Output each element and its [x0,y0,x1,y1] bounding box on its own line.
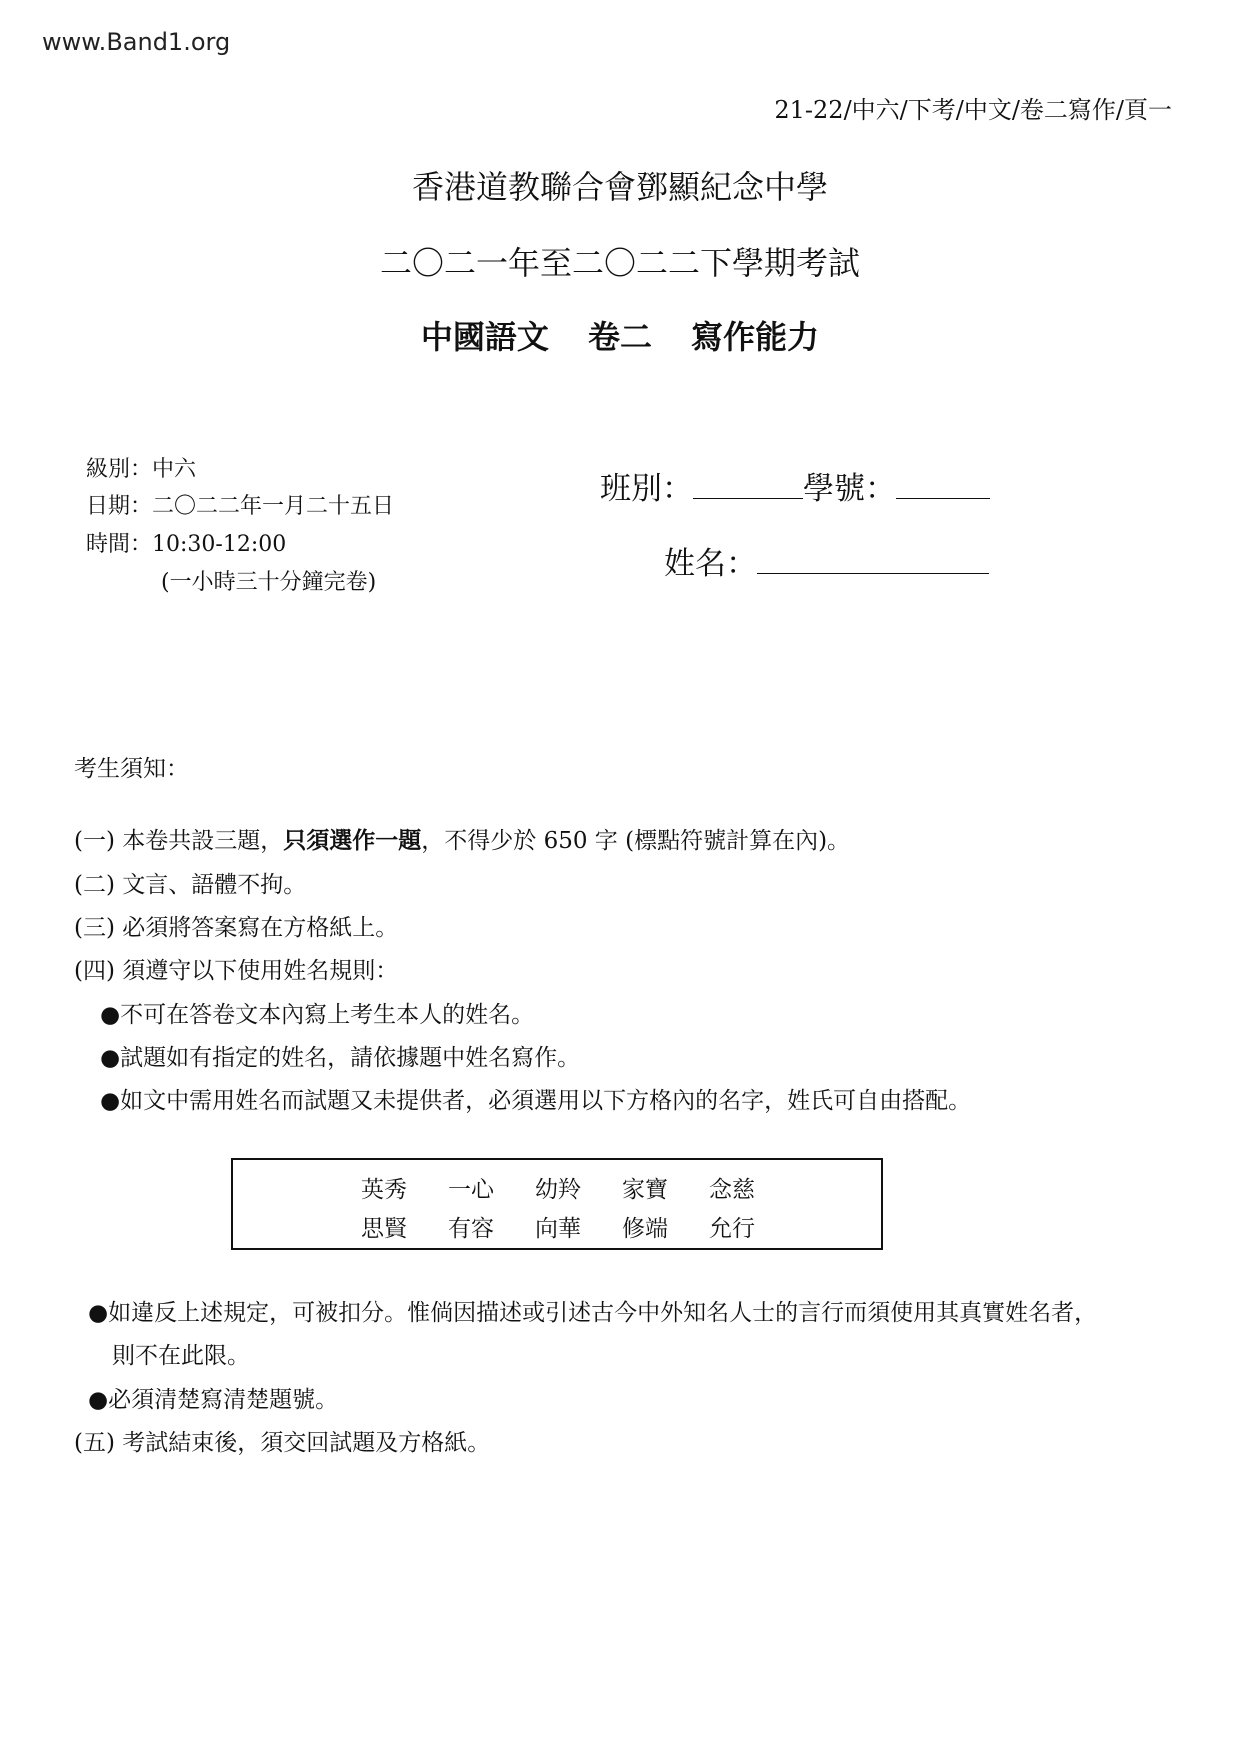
name-rule-bullet-3: ●如文中需用姓名而試題又未提供者，必須選用以下方格內的名字，姓氏可自由搭配。 [100,1088,972,1114]
name-rule-bullet-4-continued: 則不在此限。 [112,1343,250,1369]
rule-5: (五) 考試結束後，須交回試題及方格紙。 [74,1430,491,1456]
class-number-fields [600,463,990,508]
rule-1-suffix: ，不得少於 650 字 (標點符號計算在內)。 [421,828,851,854]
paper-subject: 中國語文 [420,318,549,356]
names-row-2 [361,1210,796,1243]
name-item: 修端 [622,1216,668,1242]
name-label: 姓名： [664,546,757,582]
paper-title [0,312,1240,358]
school-name: 香港道教聯合會鄧顯紀念中學 [411,168,828,206]
info-level: 級別：中六 [86,457,197,482]
name-field [664,538,989,583]
name-item: 念慈 [709,1177,755,1203]
paper-number: 卷二 [587,318,652,356]
name-item: 家寶 [622,1177,668,1203]
names-row-1 [361,1171,796,1204]
name-item: 一心 [448,1177,494,1203]
name-item: 思賢 [361,1216,407,1242]
watermark: www.Band1.org [42,28,231,56]
name-item: 幼羚 [535,1177,581,1203]
name-item: 有容 [448,1216,494,1242]
header-reference: 21-22/中六/下考/中文/卷二寫作/頁一 [774,96,1172,124]
info-duration: (一小時三十分鐘完卷) [161,570,377,595]
name-rule-bullet-1: ●不可在答卷文本內寫上考生本人的姓名。 [100,1002,535,1028]
info-time: 時間：10:30-12:00 [86,532,287,557]
exam-title: 二〇二一年至二〇二二下學期考試 [379,244,860,282]
rule-1-prefix: (一) 本卷共設三題， [74,828,284,854]
name-item: 英秀 [361,1177,407,1203]
name-blank[interactable] [757,543,989,574]
allowed-names-box [231,1158,883,1250]
notes-heading: 考生須知： [74,756,189,782]
student-number-blank[interactable] [896,468,990,499]
name-rule-bullet-4: ●如違反上述規定，可被扣分。惟倘因描述或引述古今中外知名人士的言行而須使用其真實姓名者， [88,1300,1098,1326]
name-item: 向華 [535,1216,581,1242]
rule-3: (三) 必須將答案寫在方格紙上。 [74,915,399,941]
rule-2: (二) 文言、語體不拘。 [74,872,307,898]
number-label: 學號： [803,471,896,507]
class-label: 班別： [600,471,693,507]
rule-1-emphasis: 只須選作一題 [283,828,422,854]
name-rule-bullet-5: ●必須清楚寫清楚題號。 [88,1387,339,1413]
name-rule-bullet-2: ●試題如有指定的姓名，請依據題中姓名寫作。 [100,1045,581,1071]
rule-4: (四) 須遵守以下使用姓名規則： [74,958,399,984]
info-date: 日期：二〇二二年一月二十五日 [86,494,395,519]
paper-section: 寫作能力 [691,318,820,356]
class-blank[interactable] [693,468,803,499]
rule-1 [74,822,850,855]
name-item: 允行 [709,1216,755,1242]
